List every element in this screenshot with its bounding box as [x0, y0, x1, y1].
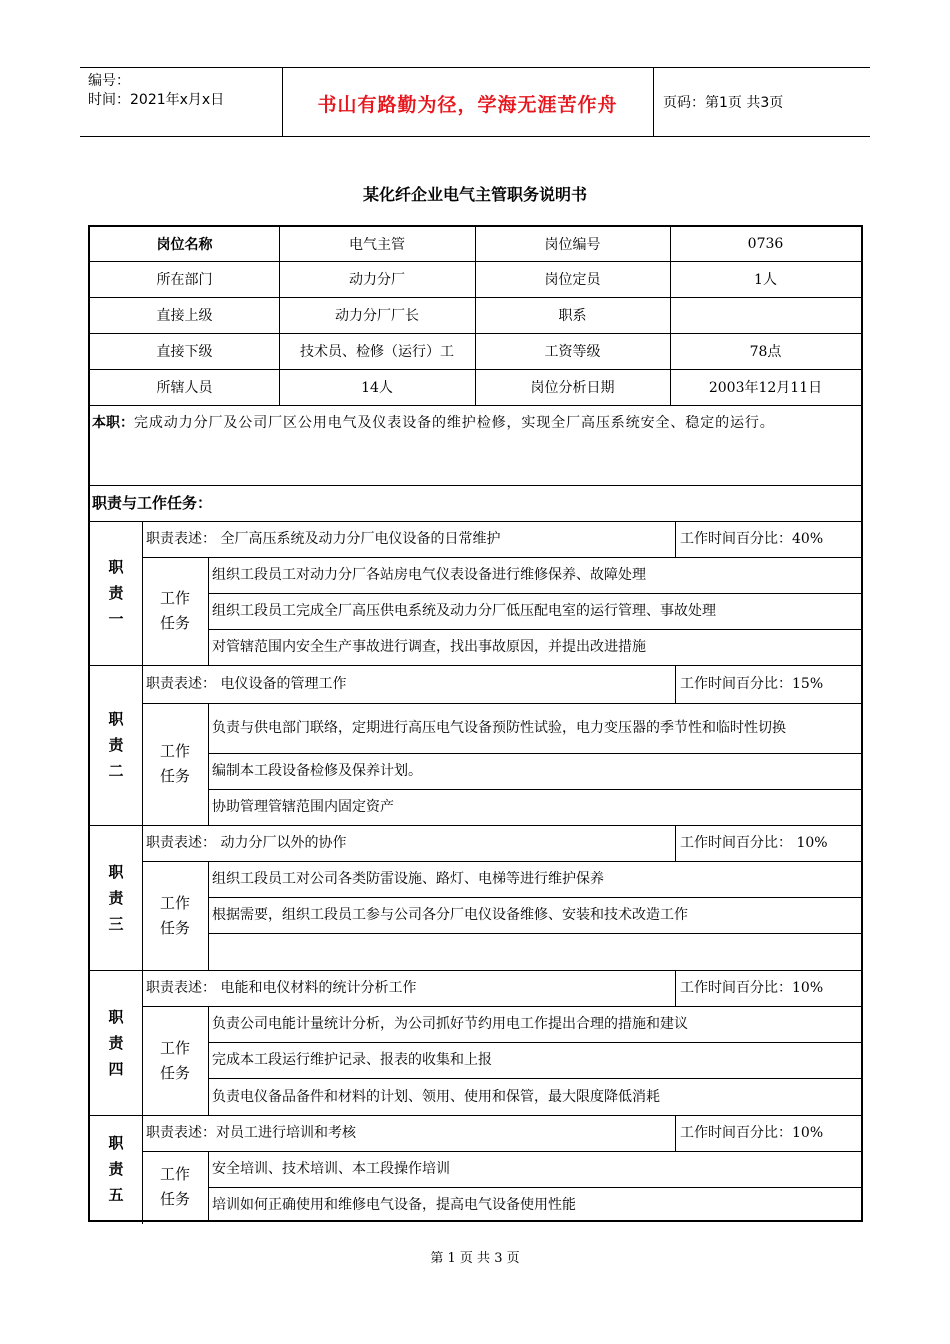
col-divider	[675, 665, 676, 703]
resp-char: 责	[108, 736, 124, 754]
info-value-department: 动力分厂	[349, 272, 405, 288]
job-description-table	[88, 225, 863, 1222]
serial-label: 编号：	[88, 73, 130, 89]
info-value-analysis-date: 2003年12月11日	[708, 380, 823, 396]
resp-char: 责	[108, 888, 124, 907]
info-value-headcount: 1人	[754, 272, 777, 288]
info-value-staff: 14人	[361, 380, 393, 396]
resp-pct-2: 工作时间百分比：15%	[680, 676, 824, 692]
header-divider	[653, 68, 654, 136]
resp-char: 责	[108, 584, 124, 602]
task-label-3	[142, 861, 208, 970]
info-label-salary-grade: 工资等级	[544, 344, 601, 360]
responsibilities-heading: 职责与工作任务：	[92, 494, 213, 512]
resp-desc-2: 职责表述： 电仪设备的管理工作	[146, 676, 347, 692]
task-1-2: 组织工段员工完成全厂高压供电系统及动力分厂低压配电室的运行管理、事故处理	[212, 603, 716, 619]
resp-desc-5: 职责表述：对员工进行培训和考核	[146, 1125, 356, 1141]
date-label: 时间：2021年x月x日	[88, 92, 225, 108]
info-label-headcount: 岗位定员	[544, 272, 601, 288]
resp-char: 四	[108, 1059, 124, 1078]
resp-char: 职	[108, 862, 124, 881]
col-divider	[208, 557, 209, 665]
col-divider	[675, 825, 676, 861]
task-label-line: 任务	[159, 614, 190, 632]
task-label-line: 任务	[159, 767, 190, 785]
duty-text: 完成动力分厂及公司厂区公用电气及仪表设备的维护检修，实现全厂高压系统安全、稳定的运行。	[134, 415, 775, 431]
resp-char: 二	[108, 762, 124, 780]
info-value-position: 电气主管	[349, 237, 405, 253]
header-motto: 书山有路勤为径，学海无涯苦作舟	[317, 94, 618, 116]
duty-section	[92, 411, 859, 436]
resp-char: 职	[108, 1133, 124, 1152]
task-1-3: 对管辖范围内安全生产事故进行调查，找出事故原因，并提出改进措施	[212, 639, 646, 655]
info-label-position: 岗位名称	[156, 237, 213, 253]
resp-char: 责	[108, 1033, 124, 1052]
info-value-salary-grade: 78点	[749, 344, 782, 360]
header-page-label: 页码：第1页 共3页	[663, 95, 784, 111]
resp-name-5	[90, 1115, 142, 1222]
task-4-3: 负责电仪备品备件和材料的计划、领用、使用和保管，最大限度降低消耗	[212, 1088, 660, 1105]
resp-char: 三	[108, 914, 124, 933]
duty-label: 本职：	[92, 415, 134, 431]
page-footer: 第 1 页 共 3 页	[430, 1251, 520, 1266]
resp-char: 一	[108, 610, 124, 628]
task-3-2: 根据需要，组织工段员工参与公司各分厂电仪设备维修、安装和技术改造工作	[212, 907, 688, 923]
resp-name-4	[90, 970, 142, 1115]
info-label-job-family: 职系	[558, 308, 587, 324]
header-meta	[88, 72, 278, 110]
resp-desc-1: 职责表述： 全厂高压系统及动力分厂电仪设备的日常维护	[146, 531, 501, 547]
col-divider	[675, 1115, 676, 1151]
task-label-line: 工作	[159, 1164, 190, 1183]
info-label-superior: 直接上级	[156, 308, 213, 324]
resp-name-2	[90, 665, 142, 825]
task-label-1	[142, 557, 208, 665]
resp-pct-1: 工作时间百分比：40%	[680, 531, 824, 547]
resp-pct-4: 工作时间百分比：10%	[680, 980, 824, 996]
col-divider	[675, 970, 676, 1006]
info-label-analysis-date: 岗位分析日期	[530, 380, 615, 396]
col-divider	[208, 703, 209, 825]
task-5-2: 培训如何正确使用和维修电气设备，提高电气设备使用性能	[212, 1196, 576, 1213]
task-4-1: 负责公司电能计量统计分析，为公司抓好节约用电工作提出合理的措施和建议	[212, 1016, 688, 1032]
task-2-2: 编制本工段设备检修及保养计划。	[212, 763, 422, 779]
task-label-line: 任务	[159, 1189, 190, 1208]
task-label-line: 工作	[159, 742, 190, 760]
info-value-job-family	[670, 297, 861, 333]
task-4-2: 完成本工段运行维护记录、报表的收集和上报	[212, 1052, 492, 1068]
info-label-subordinate: 直接下级	[156, 344, 213, 360]
page-header	[80, 67, 870, 137]
col-divider	[208, 861, 209, 970]
resp-pct-3: 工作时间百分比： 10%	[680, 835, 828, 851]
resp-char: 责	[108, 1159, 124, 1178]
resp-name-3	[90, 825, 142, 970]
task-1-1: 组织工段员工对动力分厂各站房电气仪表设备进行维修保养、故障处理	[212, 567, 646, 583]
task-3-1: 组织工段员工对公司各类防雷设施、路灯、电梯等进行维护保养	[212, 871, 604, 887]
info-value-superior: 动力分厂厂长	[335, 308, 419, 324]
task-3-3	[212, 933, 860, 970]
resp-char: 职	[108, 558, 124, 576]
task-label-line: 工作	[159, 1038, 190, 1057]
task-label-line: 工作	[159, 589, 190, 607]
info-label-staff: 所辖人员	[156, 380, 213, 396]
task-label-line: 工作	[159, 893, 190, 912]
resp-desc-4: 职责表述： 电能和电仪材料的统计分析工作	[146, 980, 417, 996]
col-divider	[208, 1006, 209, 1115]
info-value-subordinate: 技术员、检修（运行）工	[300, 344, 454, 360]
resp-name-1	[90, 521, 142, 665]
resp-char: 职	[108, 710, 124, 728]
resp-char: 五	[108, 1185, 124, 1204]
info-label-department: 所在部门	[156, 272, 213, 288]
row-divider	[90, 405, 861, 406]
task-label-2	[142, 703, 208, 825]
task-label-line: 任务	[159, 918, 190, 937]
task-5-1: 安全培训、技术培训、本工段操作培训	[212, 1161, 450, 1177]
info-value-position-code: 0736	[747, 236, 784, 252]
task-label-5	[142, 1151, 208, 1222]
resp-char: 职	[108, 1007, 124, 1026]
task-2-1: 负责与供电部门联络，定期进行高压电气设备预防性试验，电力变压器的季节性和临时性切换	[212, 720, 786, 736]
resp-desc-3: 职责表述： 动力分厂以外的协作	[146, 835, 347, 851]
info-label-position-code: 岗位编号	[544, 237, 601, 253]
task-2-3: 协助管理管辖范围内固定资产	[212, 799, 394, 815]
resp-pct-5: 工作时间百分比：10%	[680, 1125, 824, 1141]
document-title: 某化纤企业电气主管职务说明书	[362, 185, 587, 204]
task-label-line: 任务	[159, 1063, 190, 1082]
col-divider	[675, 521, 676, 557]
task-label-4	[142, 1006, 208, 1115]
